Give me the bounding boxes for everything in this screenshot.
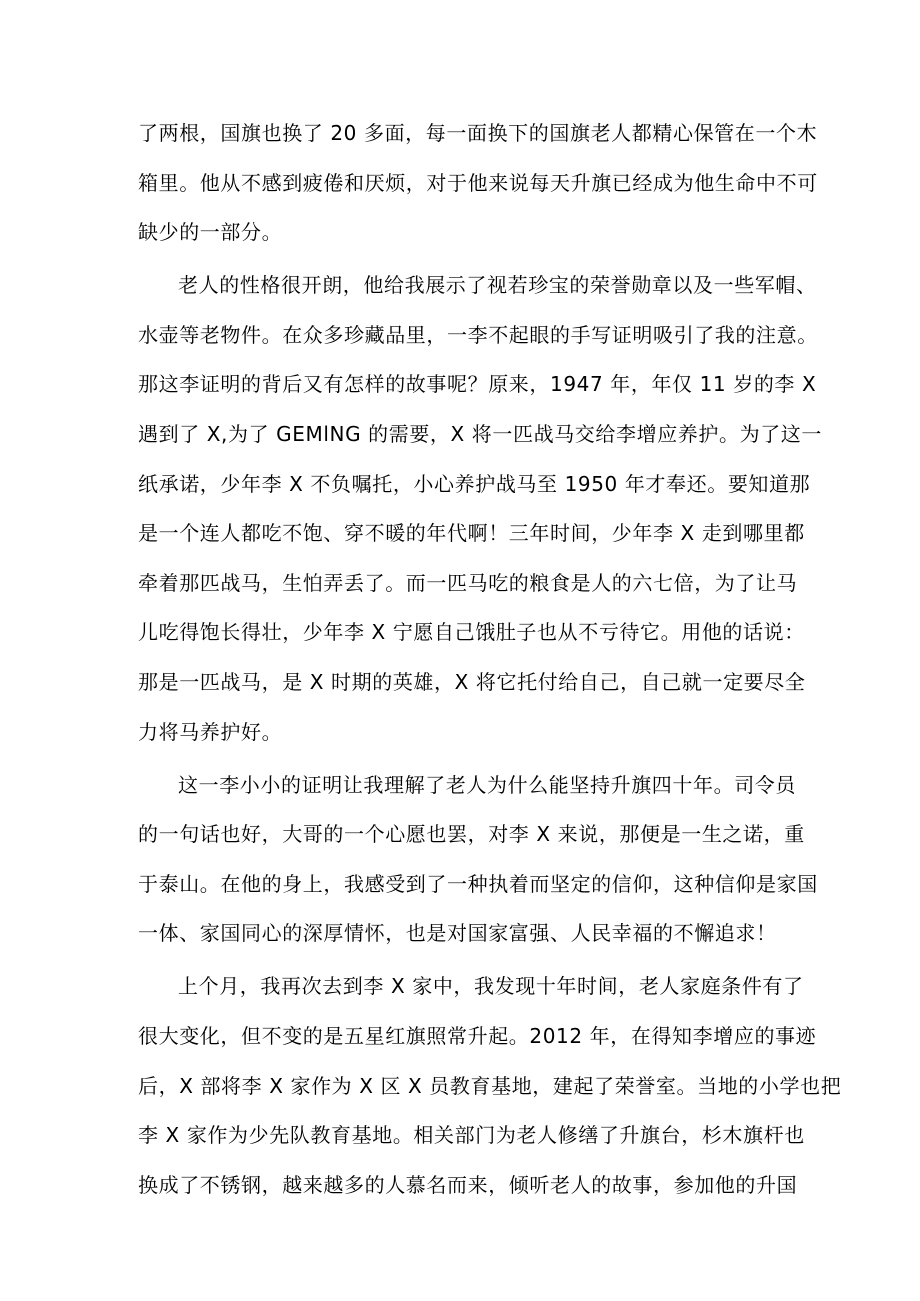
text-line-8: 纸承诺，少年李 X 不负嘱托，小心养护战马至 1950 年才奉还。要知道那 (138, 471, 811, 496)
text-line-4: 老人的性格很开朗，他给我展示了视若珍宝的荣誉勋章以及一些军帽、 (178, 273, 817, 298)
text-line-14: 这一李小小的证明让我理解了老人为什么能坚持升旗四十年。司令员 (178, 772, 796, 797)
text-line-18: 上个月，我再次去到李 X 家中，我发现十年时间，老人家庭条件有了 (178, 974, 804, 999)
text-line-6: 那这李证明的背后又有怎样的故事呢？原来，1947 年，年仅 11 岁的李 X (138, 372, 817, 397)
text-line-11: 儿吃得饱长得壮，少年李 X 宁愿自己饿肚子也从不亏待它。用他的话说： (138, 620, 805, 645)
text-line-12: 那是一匹战马，是 X 时期的英雄，X 将它托付给自己，自己就一定要尽全 (138, 669, 806, 694)
text-line-2: 箱里。他从不感到疲倦和厌烦，对于他来说每天升旗已经成为他生命中不可 (138, 170, 818, 195)
text-line-1: 了两根，国旗也换了 20 多面，每一面换下的国旗老人都精心保管在一个木 (138, 121, 818, 145)
text-line-22: 换成了不锈钢，越来越多的人慕名而来，倾听老人的故事，参加他的升国 (138, 1172, 798, 1197)
text-line-21: 李 X 家作为少先队教育基地。相关部门为老人修缮了升旗台，杉木旗杆也 (138, 1123, 805, 1148)
text-line-7: 遇到了 X,为了 GEMlNG 的需要，X 将一匹战马交给李增应养护。为了这一 (138, 421, 822, 446)
text-line-13: 力将马养护好。 (138, 719, 283, 744)
text-line-20: 后，X 部将李 X 家作为 X 区 X 员教育基地，建起了荣誉室。当地的小学也把 (138, 1073, 842, 1098)
text-line-5: 水壶等老物件。在众多珍藏品里，一李不起眼的手写证明吸引了我的注意。 (138, 322, 818, 347)
text-line-16: 于泰山。在他的身上，我感受到了一种执着而坚定的信仰，这种信仰是家国 (138, 871, 818, 896)
text-line-10: 牵着那匹战马，生怕弄丢了。而一匹马吃的粮食是人的六七倍，为了让马 (138, 570, 798, 595)
text-line-19: 很大变化，但不变的是五星红旗照常升起。2012 年，在得知李增应的事迹 (138, 1023, 817, 1048)
text-line-9: 是一个连人都吃不饱、穿不暖的年代啊！三年时间，少年李 X 走到哪里都 (138, 521, 805, 546)
text-line-3: 缺少的一部分。 (138, 220, 283, 245)
text-line-17: 一体、家国同心的深厚情怀，也是对国家富强、人民幸福的不懈追求！ (138, 921, 777, 946)
text-line-15: 的一句话也好，大哥的一个心愿也罢，对李 X 来说，那便是一生之诺，重 (138, 822, 805, 847)
